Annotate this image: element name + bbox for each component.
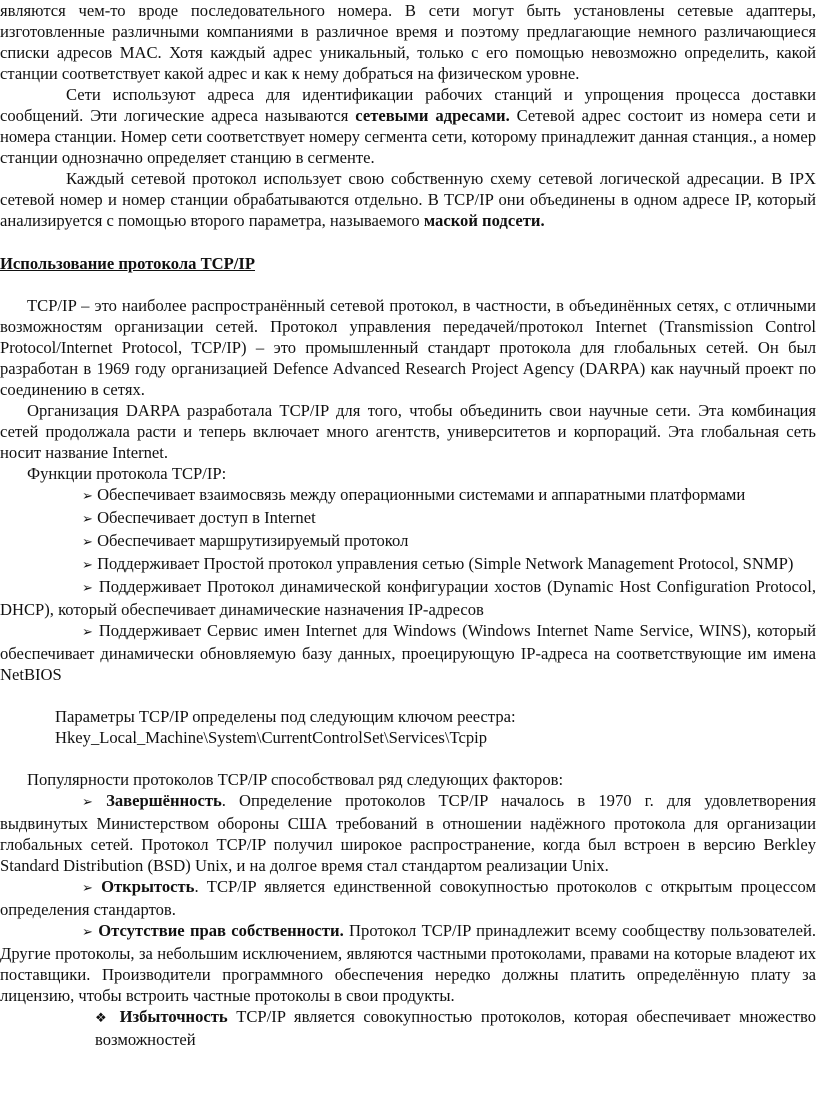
term-subnet-mask: маской подсети. [423, 211, 545, 230]
list-item-text: Поддерживает Сервис имен Internet для Windows (Windows Internet Name Service, WINS), который обеспечивает динамически обновляемую базу данных, проецирующую IP-адреса на соответствующие им имена NetBIOS [0, 621, 816, 684]
list-item-text: Поддерживает Простой протокол управления сетью (Simple Network Management Protocol, SNMP) [97, 554, 794, 573]
list-item-text: Поддерживает Протокол динамической конфигурации хостов (Dynamic Host Configuration Protocol, DHCP), который обеспечивает динамические назначения IP-адресов [0, 577, 816, 619]
list-item-text: Обеспечивает маршрутизируемый протокол [97, 531, 409, 550]
factor-text: . TCP/IP является единственной совокупностью протоколов с открытым процессом определения стандартов. [0, 877, 816, 919]
functions-list [0, 484, 816, 685]
spacer [0, 748, 816, 769]
paragraph-tcpip-intro: TCP/IP – это наиболее распространённый сетевой протокол, в частности, в объединённых сетях, с отличными возможностям организации сетей. Протокол управления передачей/протокол Internet (Transmission Control Protocol/Internet Protocol, TCP/IP) – это промышленный стандарт протокола для глобальных сетей. Он был разработан в 1969 году организацией Defence Advanced Research Project Agency (DARPA) как научный проект по соединению в сетях. [0, 296, 816, 399]
arrow-bullet-icon: ➢ [82, 489, 93, 504]
arrow-bullet-icon: ➢ [82, 625, 93, 640]
list-item [0, 576, 816, 620]
paragraph-network-addresses [0, 84, 816, 168]
popularity-title: Популярности протоколов TCP/IP способствовал ряд следующих факторов: [27, 770, 564, 789]
functions-title: Функции протокола TCP/IP: [27, 464, 227, 483]
registry-key: Hkey_Local_Machine\System\CurrentControlSet\Services\Tcpip [55, 728, 488, 747]
arrow-bullet-icon: ➢ [82, 535, 93, 550]
list-item [0, 620, 816, 685]
list-item-text: Обеспечивает взаимосвязь между операционными системами и аппаратными платформами [97, 485, 746, 504]
list-item [0, 484, 816, 507]
list-item [0, 507, 816, 530]
registry-params-text: Параметры TCP/IP определены под следующим ключом реестра: [55, 707, 516, 726]
list-item [0, 876, 816, 920]
arrow-bullet-icon: ➢ [82, 581, 93, 596]
list-item [0, 530, 816, 553]
factors-list [0, 790, 816, 1006]
text: Сетевой адрес состоит из номера сети и номера станции. Номер сети соответствует номеру сегмента сети, которому принадлежит данная станция., а номер станции однозначно определяет станцию в сегменте. [0, 106, 816, 167]
arrow-bullet-icon: ➢ [82, 925, 93, 940]
arrow-bullet-icon: ➢ [82, 881, 93, 896]
factor-term: Завершённость [106, 791, 222, 810]
list-item [0, 553, 816, 576]
list-item [0, 790, 816, 876]
text: Каждый сетевой протокол использует свою собственную схему сетевой логической адресации. В IPX сетевой номер и номер станции обрабатываются отдельно. В TCP/IP они объединены в одном адресе IP, который анализируется с помощью второго параметра, называемого [0, 169, 816, 230]
paragraph-addressing-schemes [0, 168, 816, 231]
factor-text: TCP/IP является совокупностью протоколов, которая обеспечивает множество возможностей [95, 1007, 816, 1049]
factor-text: Протокол TCP/IP принадлежит всему сообществу пользователей. Другие протоколы, за небольшим исключением, являются частными протоколами, правами на которые владеют их поставщики. Производители программного обеспечения нередко должны платить определённую плату за лицензию, чтобы встроить частные протоколы в свои продукты. [0, 921, 816, 1005]
text: Сети используют адреса для идентификации рабочих станций и упрощения процесса доставки сообщений. Эти логические адреса называются [0, 85, 816, 125]
section-heading: Использование протокола TCP/IP [0, 254, 256, 273]
spacer [0, 685, 816, 706]
list-item [0, 920, 816, 1006]
arrow-bullet-icon: ➢ [82, 512, 93, 527]
paragraph-mac-addresses: являются чем-то вроде последовательного номера. В сети могут быть установлены сетевые адаптеры, изготовленные различными компаниями в различное время и поэтому предлагающие немного различающиеся списки адресов MAC. Хотя каждый адрес уникальный, только с его помощью невозможно определить, какой станции соответствует какой адрес и как к нему добраться на физическом уровне. [0, 1, 816, 83]
diamond-bullet-icon: ❖ [95, 1011, 112, 1026]
term-network-addresses: сетевыми адресами. [355, 106, 510, 125]
factor-term: Избыточность [119, 1007, 228, 1026]
arrow-bullet-icon: ➢ [82, 558, 93, 573]
factor-text: . Определение протоколов TCP/IP началось в 1970 г. для удовлетворения выдвинутых Министерством обороны США требований в отношении надёжного протокола для организации глобальных сетей. Протокол TCP/IP получил широкое распространение, когда был встроен в версию Berkley Standard Distribution (BSD) Unix, и на долгое время стал стандартом реализации Unix. [0, 791, 816, 875]
registry-params [0, 706, 816, 748]
arrow-bullet-icon: ➢ [82, 795, 93, 810]
paragraph-darpa: Организация DARPA разработала TCP/IP для того, чтобы объединить свои научные сети. Эта комбинация сетей продолжала расти и теперь включает много агентств, университетов и корпораций. Эта глобальная сеть носит название Internet. [0, 401, 816, 462]
last-factor [0, 1006, 816, 1050]
list-item-text: Обеспечивает доступ в Internet [97, 508, 316, 527]
factor-term: Отсутствие прав собственности. [98, 921, 344, 940]
factor-term: Открытость [101, 877, 195, 896]
